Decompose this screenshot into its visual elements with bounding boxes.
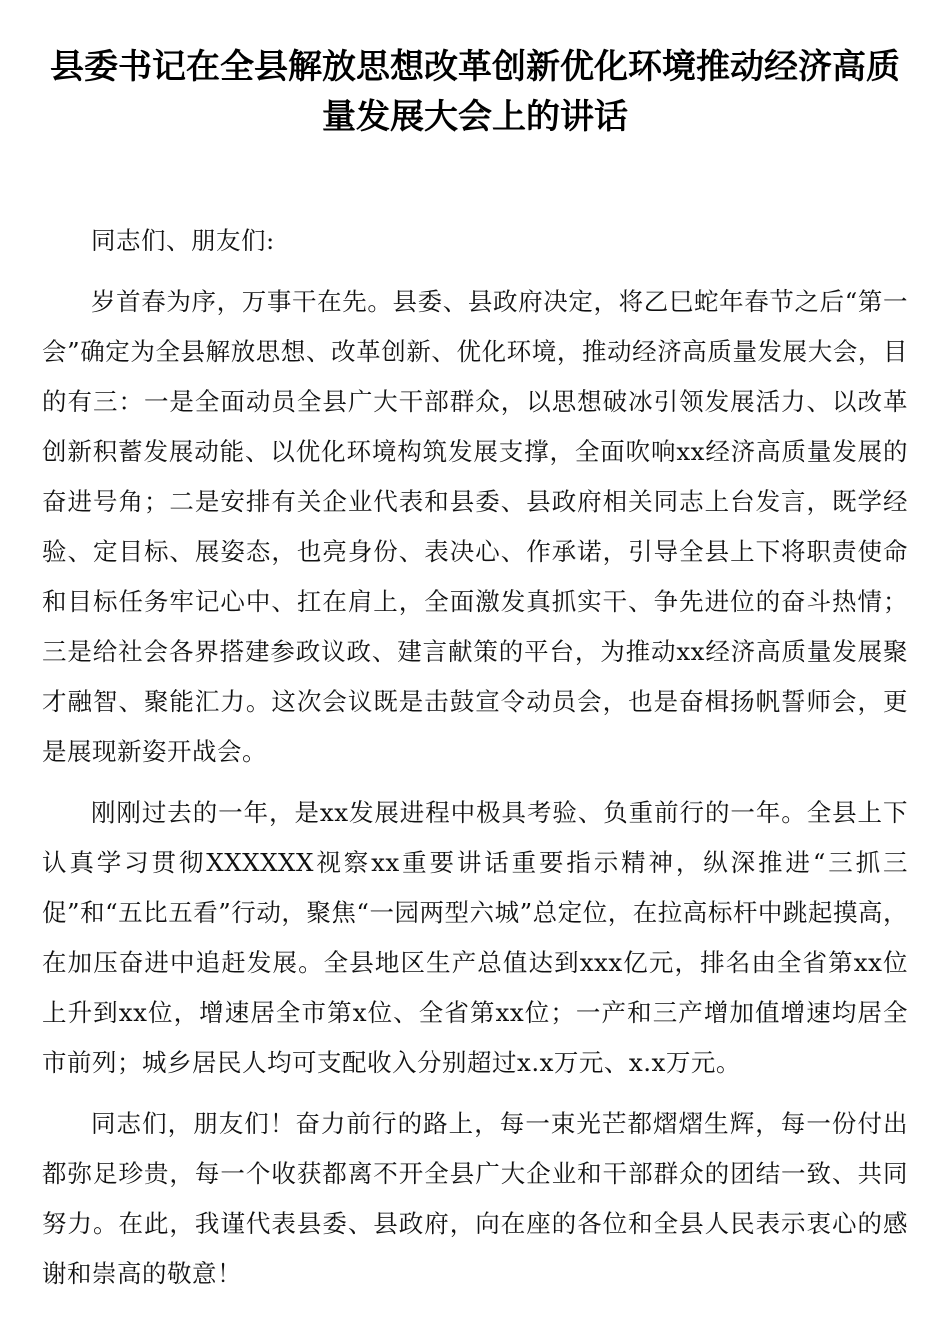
document-body (42, 216, 908, 1299)
body-paragraph-1: 岁首春为序，万事干在先。县委、县政府决定，将乙巳蛇年春节之后“第一会”确定为全县解放思想、改革创新、优化环境，推动经济高质量发展大会，目的有三：一是全面动员全县广大干部群众，以思想破冰引领发展活力、以改革创新积蓄发展动能、以优化环境构筑发展支撑，全面吹响xx经济高质量发展的奋进号角；二是安排有关企业代表和县委、县政府相关同志上台发言，既学经验、定目标、展姿态，也亮身份、表决心、作承诺，引导全县上下将职责使命和目标任务牢记心中、扛在肩上，全面激发真抓实干、争先进位的奋斗热情；三是给社会各界搭建参政议政、建言献策的平台，为推动xx经济高质量发展聚才融智、聚能汇力。这次会议既是击鼓宣令动员会，也是奋楫扬帆誓师会，更是展现新姿开战会。 (42, 287, 908, 766)
body-paragraph-3: 同志们，朋友们！奋力前行的路上，每一束光芒都熠熠生辉，每一份付出都弥足珍贵，每一个收获都离不开全县广大企业和干部群众的团结一致、共同努力。在此，我谨代表县委、县政府，向在座的各位和全县人民表示衷心的感谢和崇高的敬意！ (42, 1109, 908, 1288)
body-paragraph-2: 刚刚过去的一年，是xx发展进程中极具考验、负重前行的一年。全县上下认真学习贯彻XXXXXX视察xx重要讲话重要指示精神，纵深推进“三抓三促”和“五比五看”行动，聚焦“一园两型六城”总定位，在拉高标杆中跳起摸高，在加压奋进中追赶发展。全县地区生产总值达到xxx亿元，排名由全省第xx位上升到xx位，增速居全市第x位、全省第xx位；一产和三产增加值增速均居全市前列；城乡居民人均可支配收入分别超过x.x万元、x.x万元。 (42, 798, 908, 1077)
salutation-paragraph: 同志们、朋友们: (91, 226, 275, 255)
document-title: 县委书记在全县解放思想改革创新优化环境推动经济高质量发展大会上的讲话 (50, 47, 900, 137)
